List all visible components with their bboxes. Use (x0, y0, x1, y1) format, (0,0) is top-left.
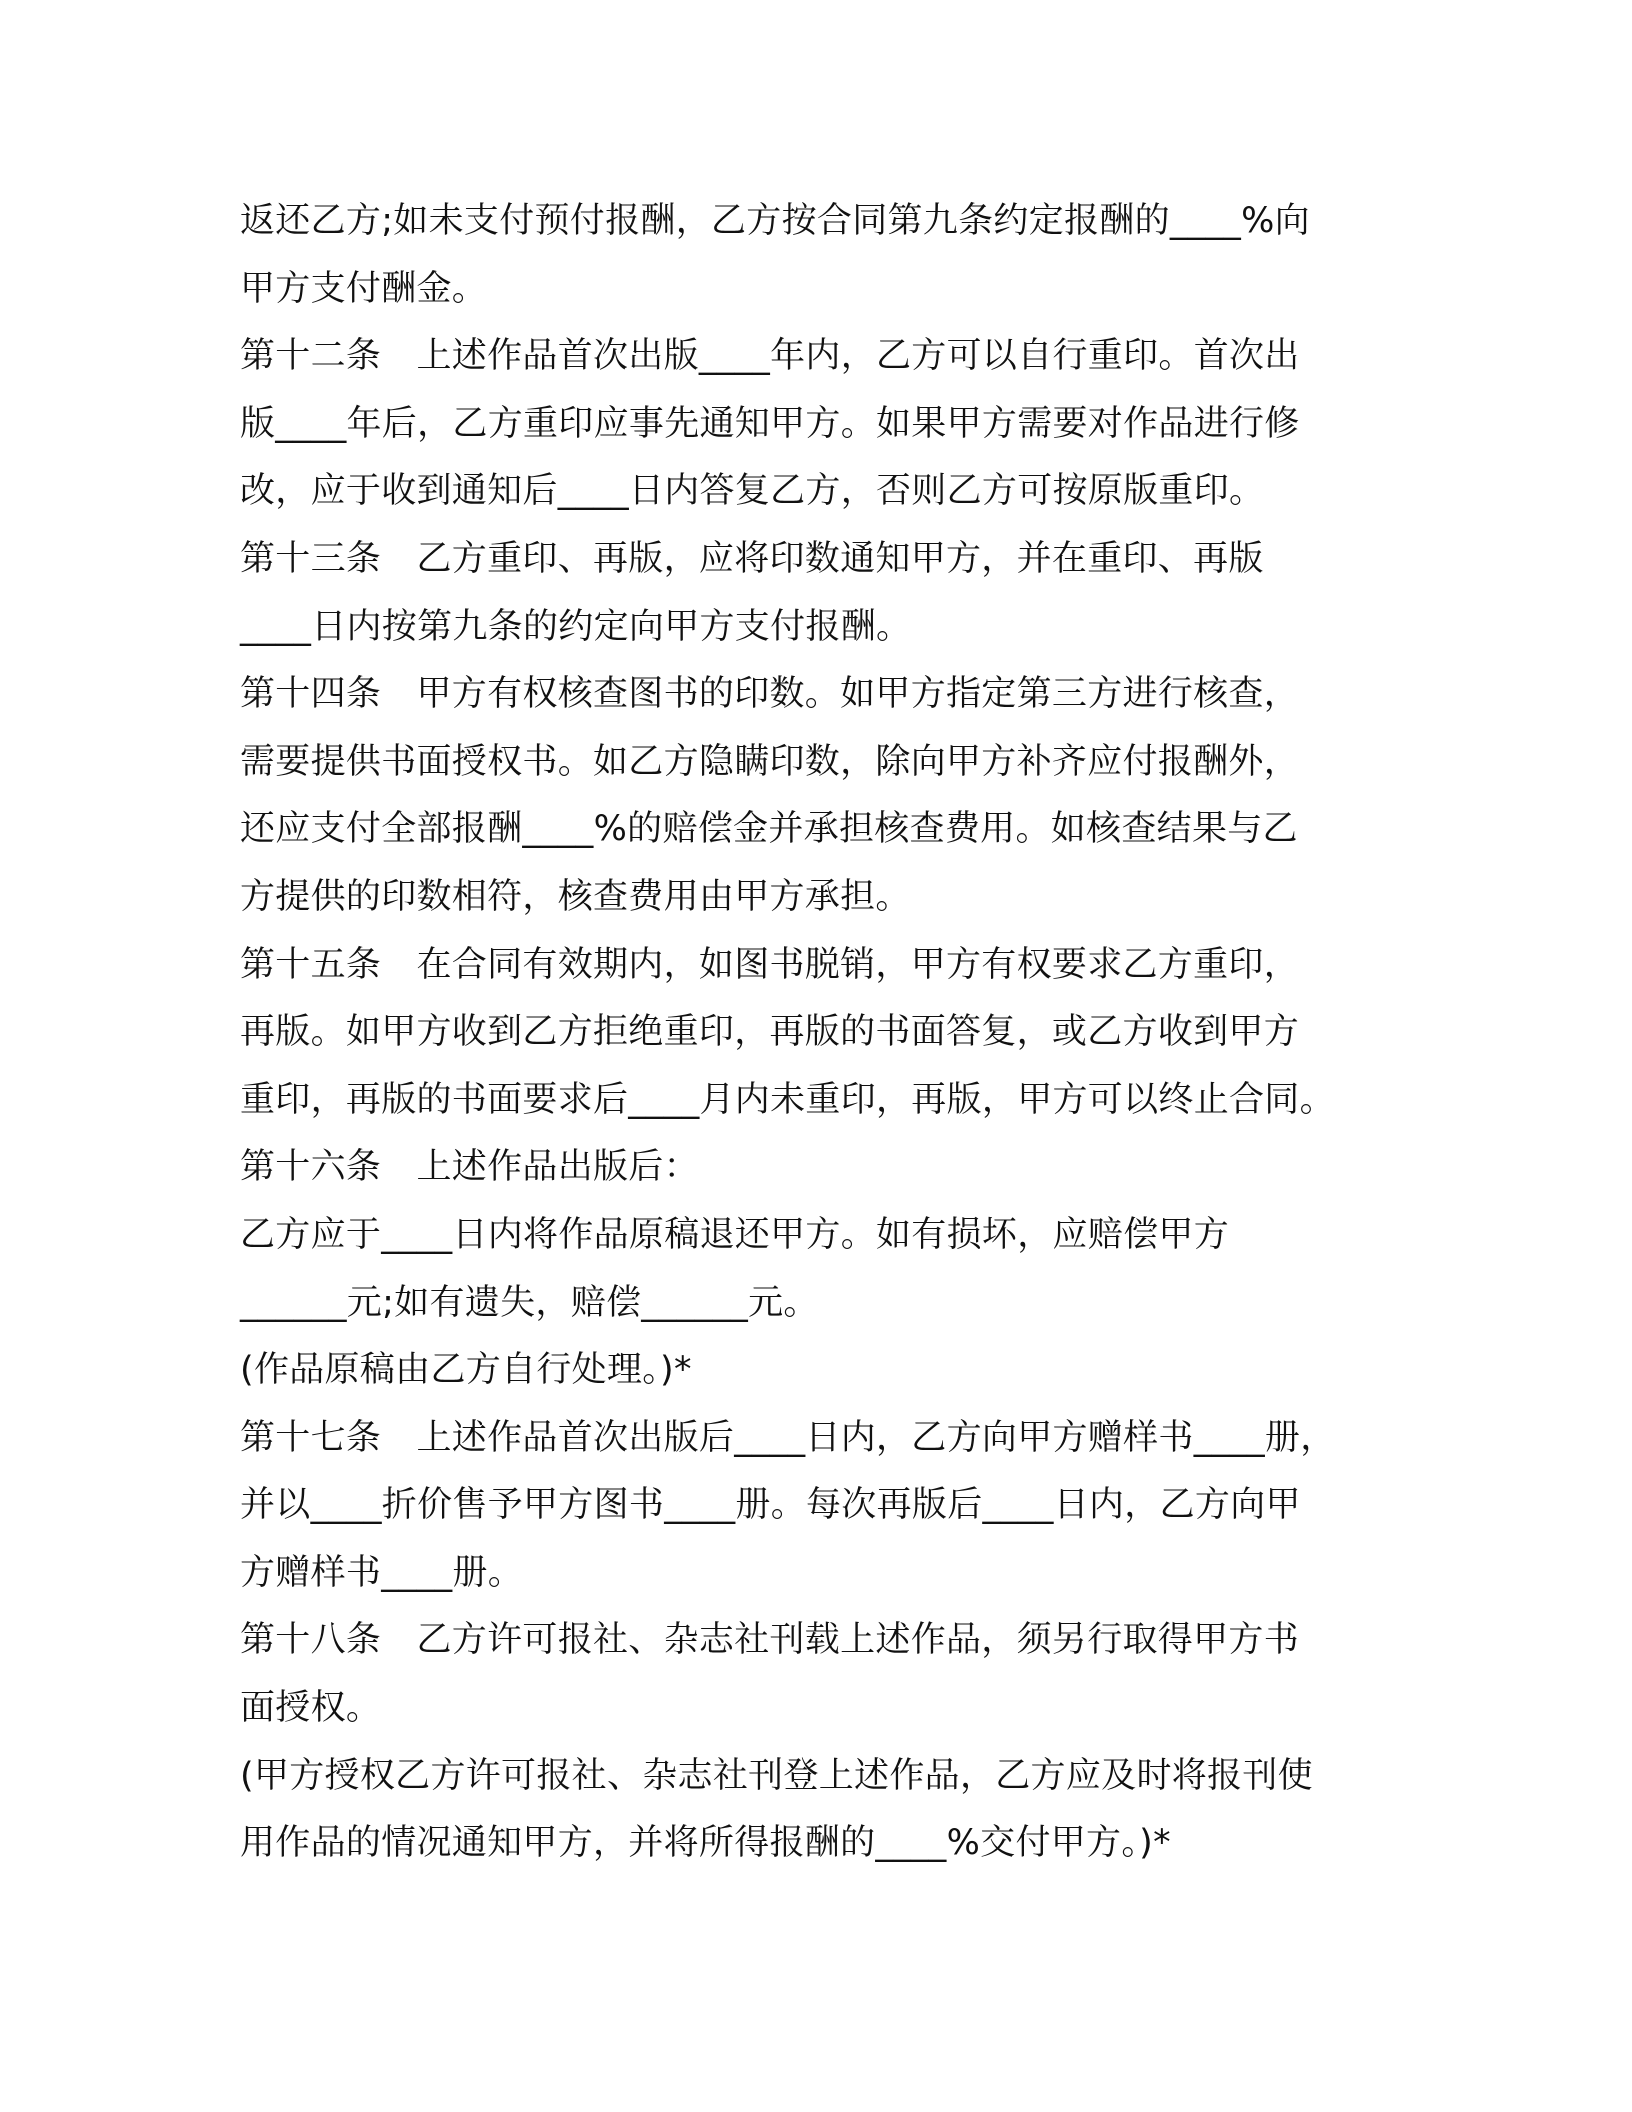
text-line: 方赠样书____册。 (240, 1552, 524, 1593)
text-line: 需要提供书面授权书。如乙方隐瞒印数，除向甲方补齐应付报酬外， (240, 741, 1300, 782)
text-line: ____日内按第九条的约定向甲方支付报酬。 (240, 606, 912, 647)
text-line: 版____年后，乙方重印应事先通知甲方。如果甲方需要对作品进行修 (240, 403, 1300, 444)
text-line: (甲方授权乙方许可报社、杂志社刊登上述作品，乙方应及时将报刊使 (240, 1755, 1313, 1796)
article-15-line: 第十五条 在合同有效期内，如图书脱销，甲方有权要求乙方重印， (240, 944, 1300, 985)
text-line: 面授权。 (240, 1688, 382, 1729)
article-18-line: 第十八条 乙方许可报社、杂志社刊载上述作品，须另行取得甲方书 (240, 1620, 1300, 1661)
text-line: 再版。如甲方收到乙方拒绝重印，再版的书面答复，或乙方收到甲方 (240, 1012, 1300, 1053)
document-body (240, 188, 1410, 1878)
text-line: 甲方支付酬金。 (240, 268, 488, 309)
text-line: 并以____折价售予甲方图书____册。每次再版后____日内，乙方向甲 (240, 1485, 1301, 1526)
text-line: 返还乙方;如未支付预付报酬，乙方按合同第九条约定报酬的____%向 (240, 201, 1310, 241)
text-line: ______元;如有遗失，赔偿______元。 (240, 1282, 819, 1323)
article-14-line: 第十四条 甲方有权核查图书的印数。如甲方指定第三方进行核查， (240, 674, 1300, 715)
text-line: 还应支付全部报酬____%的赔偿金并承担核查费用。如核查结果与乙 (240, 809, 1298, 850)
article-17-line: 第十七条 上述作品首次出版后____日内，乙方向甲方赠样书____册， (240, 1417, 1336, 1458)
text-line: 用作品的情况通知甲方，并将所得报酬的____%交付甲方。)* (240, 1823, 1171, 1864)
text-line: 方提供的印数相符，核查费用由甲方承担。 (240, 876, 911, 917)
article-12-line: 第十二条 上述作品首次出版____年内，乙方可以自行重印。首次出 (240, 336, 1300, 377)
text-line: (作品原稿由乙方自行处理。)* (240, 1350, 692, 1391)
article-13-line: 第十三条 乙方重印、再版，应将印数通知甲方，并在重印、再版 (240, 538, 1264, 579)
text-line: 乙方应于____日内将作品原稿退还甲方。如有损坏，应赔偿甲方 (240, 1214, 1230, 1255)
article-16-line: 第十六条 上述作品出版后： (240, 1147, 699, 1188)
text-line: 改，应于收到通知后____日内答复乙方，否则乙方可按原版重印。 (240, 471, 1265, 512)
text-line: 重印，再版的书面要求后____月内未重印，再版，甲方可以终止合同。 (240, 1079, 1335, 1120)
